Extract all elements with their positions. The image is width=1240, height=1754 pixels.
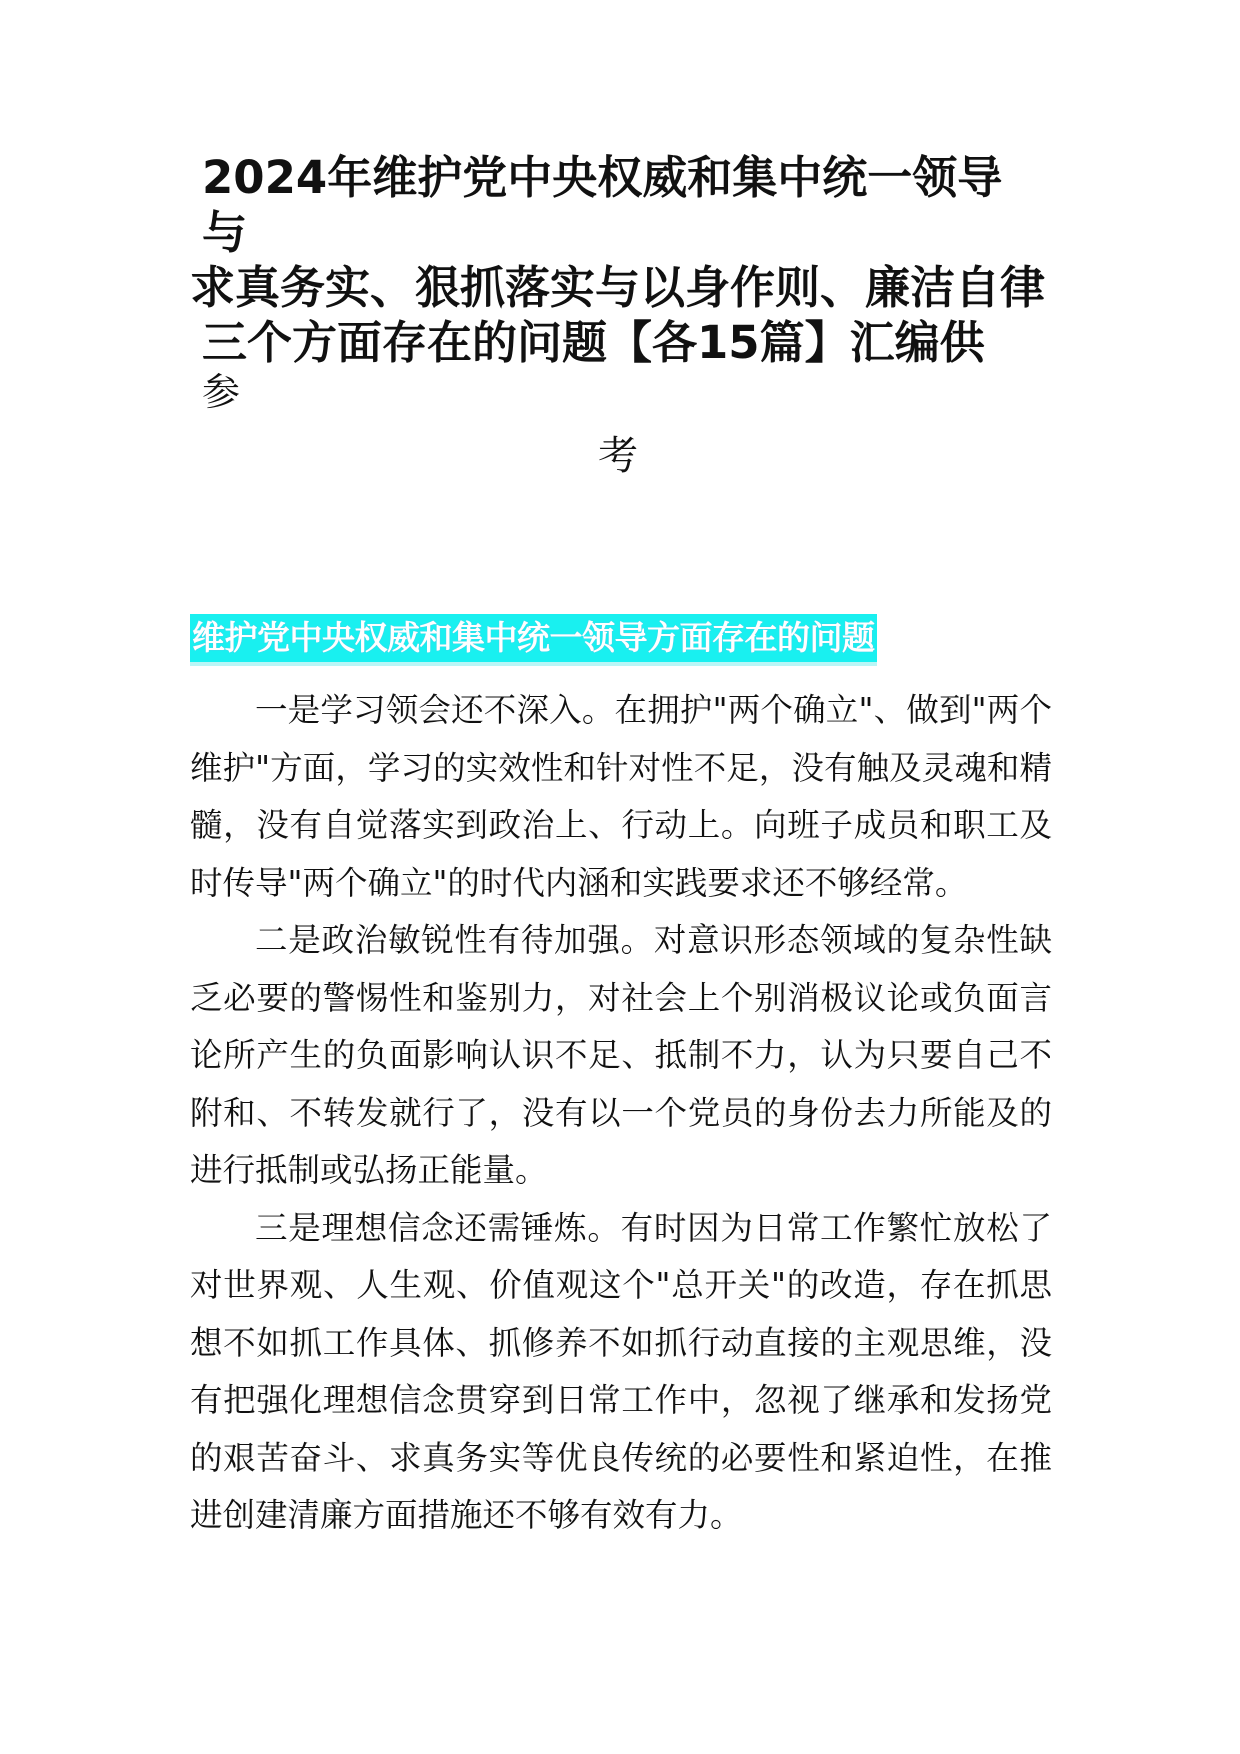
title-line-4: 三个方面存在的问题【各15篇】汇编供 — [202, 316, 985, 369]
document-title — [190, 150, 1070, 414]
title-line-2: 与 — [202, 206, 248, 259]
paragraph-3: 三是理想信念还需锤炼。有时因为日常工作繁忙放松了对世界观、人生观、价值观这个"总开关"的改造，存在抓思想不如抓工作具体、抓修养不如抓行动直接的主观思维，没有把强化理想信念贯穿到日常工作中，忽视了继承和发扬党的艰苦奋斗、求真务实等优良传统的必要性和紧迫性，在推进创建清廉方面措施还不够有效有力。 — [190, 1208, 1052, 1534]
title-line-6: 考 — [598, 433, 638, 479]
body-text — [190, 682, 1052, 1545]
section-heading: 维护党中央权威和集中统一领导方面存在的问题 — [190, 614, 877, 662]
paragraph-2: 二是政治敏锐性有待加强。对意识形态领域的复杂性缺乏必要的警惕性和鉴别力，对社会上个别消极议论或负面言论所产生的负面影响认识不足、抵制不力，认为只要自己不附和、不转发就行了，没有以一个党员的身份去力所能及的进行抵制或弘扬正能量。 — [190, 921, 1052, 1189]
title-line-1: 2024年维护党中央权威和集中统一领导 — [202, 151, 1003, 204]
title-line-3: 求真务实、狠抓落实与以身作则、廉洁自律 — [190, 261, 1046, 314]
paragraph-1: 一是学习领会还不深入。在拥护"两个确立"、做到"两个维护"方面，学习的实效性和针对性不足，没有触及灵魂和精髓，没有自觉落实到政治上、行动上。向班子成员和职工及时传导"两个确立"的时代内涵和实践要求还不够经常。 — [190, 691, 1052, 902]
title-line-5: 参 — [202, 370, 241, 414]
